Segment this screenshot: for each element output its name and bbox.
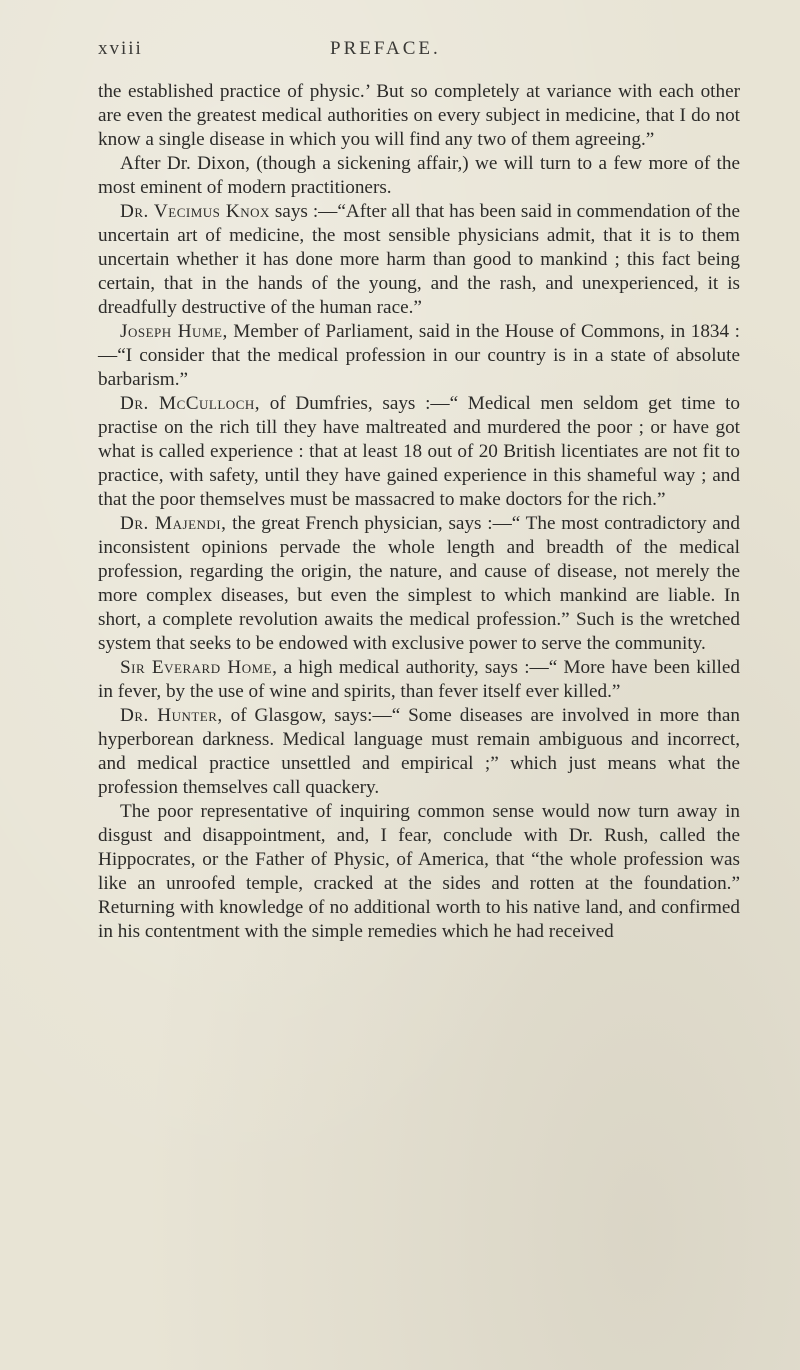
page-number: xviii	[98, 38, 143, 59]
running-title: PREFACE.	[330, 38, 441, 59]
paragraph-text: of Dumfries, says :—“ Medical men seldom get time to practise on the rich till they have maltreated and murdered the poor ; or have got what is called experience : that at least 18 out of 20 British licentiates are not fit to practice, with safety, until they have gained experience in this shameful way ; and that the poor themselves must be massacred to make doctors for the rich.”	[98, 393, 741, 510]
paragraph-4	[98, 320, 740, 392]
paragraph-text: of Glasgow, says:—“ Some diseases are involved in more than hyperborean darkness. Medical language must remain ambiguous and incorrect, and medical practice unsettled and empirical ;” which just means what the profession themselves call quackery.	[98, 705, 740, 798]
paragraph-7	[98, 656, 740, 704]
cited-name: Dr. Hunter,	[120, 705, 223, 726]
paragraph-3	[98, 200, 740, 320]
paragraph-5	[98, 392, 740, 512]
paragraph-6	[98, 512, 740, 656]
paragraph-text: After Dr. Dixon, (though a sickening affair,) we will turn to a few more of the most eminent of modern practitioners.	[98, 153, 740, 198]
paragraph-text: the established practice of physic.’ But so completely at variance with each other are even the greatest medical authorities on every subject in medicine, that I do not know a single disease in which you will find any two of them agreeing.”	[98, 81, 740, 150]
paragraph-text: the great French physician, says :—“ The most contradictory and inconsistent opinions pervade the whole length and breadth of the medical profession, regarding the origin, the nature, and cause of disease, not merely the more complex diseases, but even the simplest to which mankind are liable. In short, a complete revolution awaits the medical profession.” Such is the wretched system that seeks to be endowed with exclusive power to serve the community.	[98, 513, 740, 654]
body-text	[98, 80, 740, 944]
paragraph-text: Member of Parliament, said in the House of Commons, in 1834 :—“I consider that the medical profession in our country is in a state of absolute barbarism.”	[98, 321, 740, 390]
paragraph-2	[98, 152, 740, 200]
running-head	[98, 38, 738, 68]
cited-name: Dr. Majendi,	[120, 513, 227, 534]
paragraph-9	[98, 800, 740, 944]
paragraph-1	[98, 80, 740, 152]
paragraph-8	[98, 704, 740, 800]
cited-name: Dr. Vecimus Knox	[120, 201, 270, 222]
cited-name: Joseph Hume,	[120, 321, 228, 342]
paragraph-text: says :—“After all that has been said in commendation of the uncertain art of medicine, the most sensible physicians admit, that it is to them uncertain whether it has done more harm than good to mankind ; this fact being certain, that in the hands of the young, and the rash, and unexperienced, it is dreadfully destructive of the human race.”	[98, 201, 740, 318]
cited-name: Dr. McCulloch,	[120, 393, 261, 414]
paragraph-text: The poor representative of inquiring common sense would now turn away in disgust and disappointment, and, I fear, conclude with Dr. Rush, called the Hippocrates, or the Father of Physic, of America, that “the whole profession was like an unroofed temple, cracked at the sides and rotten at the foundation.” Returning with knowledge of no additional worth to his native land, and confirmed in his contentment with the simple remedies which he had received	[98, 801, 740, 942]
paragraph-text: a high medical authority, says :—“ More have been killed in fever, by the use of wine and spirits, than fever itself ever killed.”	[98, 657, 740, 702]
cited-name: Sir Everard Home,	[120, 657, 278, 678]
